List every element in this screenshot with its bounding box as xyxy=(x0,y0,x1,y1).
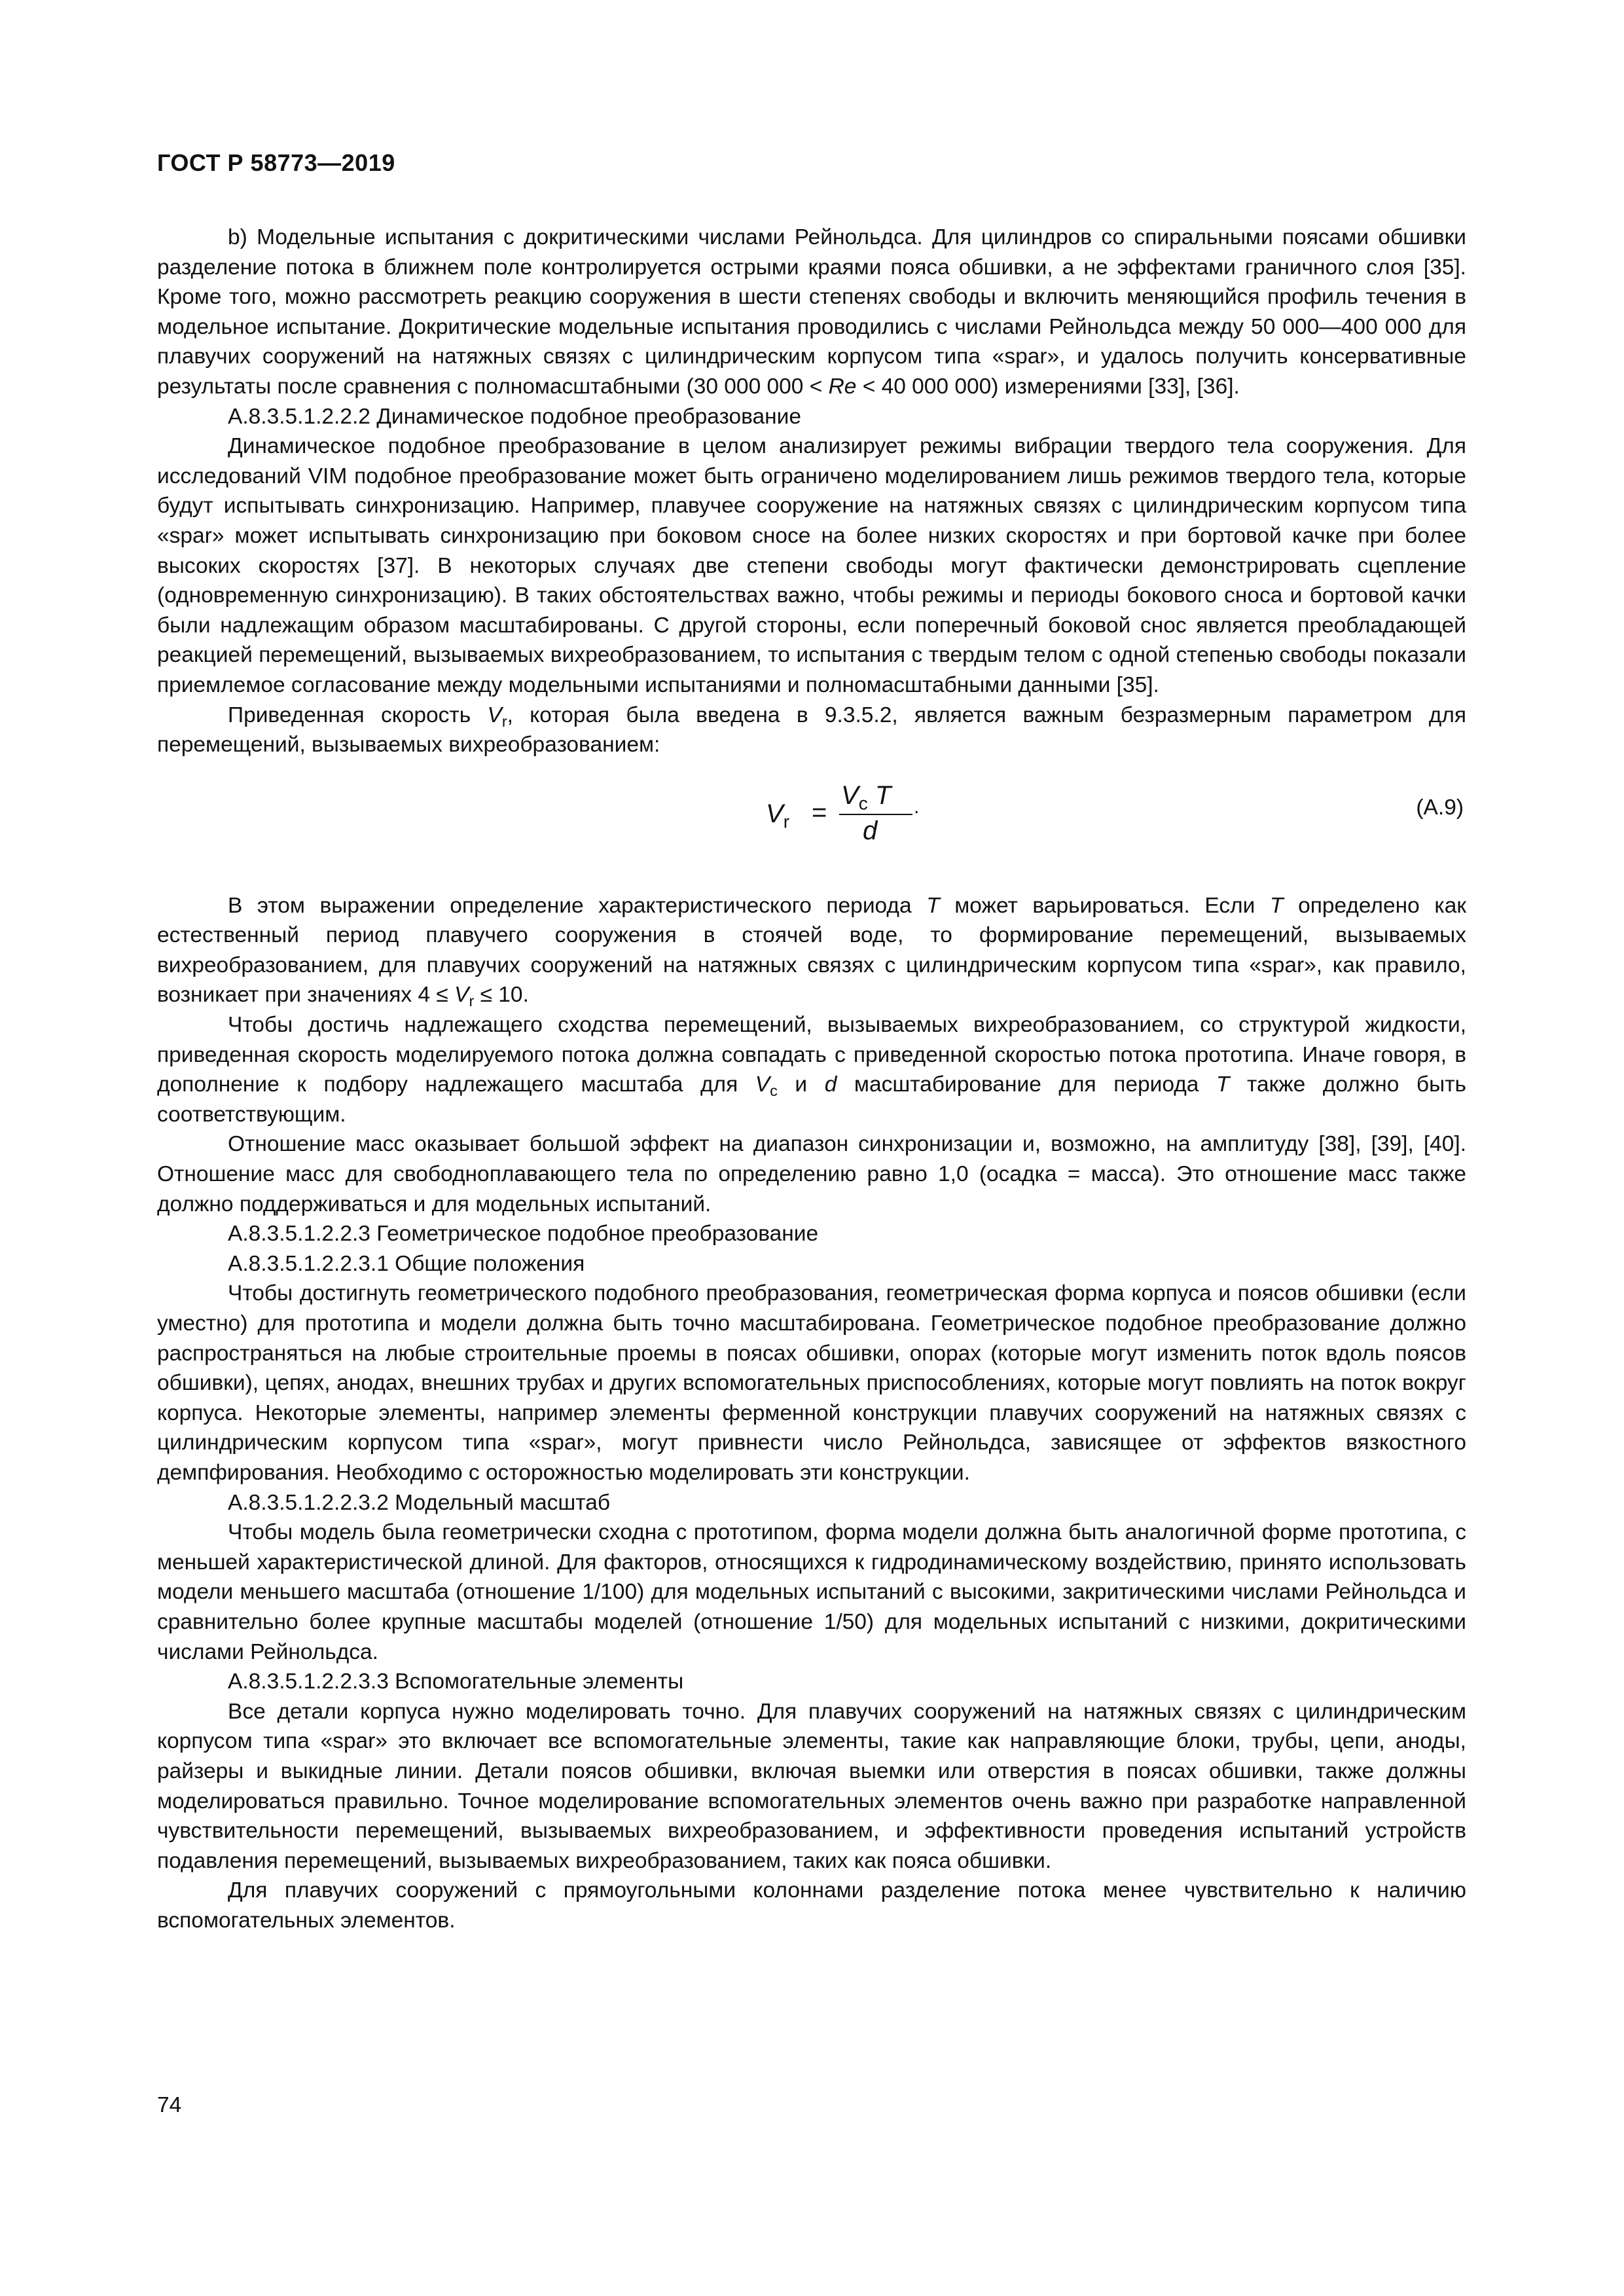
document-body xyxy=(157,223,1466,1935)
paragraph: Динамическое подобное преобразование в целом анализирует режимы вибрации твердого тела сооружения. Для исследований VIM подобное преобразование может быть ограничено моделированием лишь режимов твердого тела, которые будут испытывать синхронизацию. Например, плавучее сооружение на натяжных связях с цилиндрическим корпусом типа «spar» может испытывать синхронизацию при боковом сносе на более низких скоростях и при бортовой качке при более высоких скоростях [37]. В некоторых случаях две степени свободы могут фактически демонстрировать сцепление (одновременную синхронизацию). В таких обстоятельствах важно, чтобы режимы и периоды бокового сноса и бортовой качки были надлежащим образом масштабированы. С другой стороны, если поперечный боковой снос является преобладающей реакцией перемещений, вызываемых вихреобразованием, то испытания с твердым телом с одной степенью свободы показали приемлемое согласование между модельными испытаниями и полномасштабными данными [35]. xyxy=(157,434,1466,697)
fraction-bar xyxy=(839,814,912,815)
document-header: ГОСТ Р 58773—2019 xyxy=(157,149,395,176)
formula-block: $V_r$ = $V_c$ T d . (А.9) xyxy=(766,780,1464,845)
section-heading: А.8.3.5.1.2.2.3 Геометрическое подобное преобразование xyxy=(228,1222,819,1247)
paragraph: Для плавучих сооружений с прямоугольными колоннами разделение потока менее чувствительно к наличию вспомогательных элементов. xyxy=(157,1878,1466,1933)
paragraph: В этом выражении определение характеристического периода T может варьироваться. Если T определено как естественный период плавучего сооружения в стоячей воде, то формирование перемещений, вызываемых вихреобразованием, для плавучих сооружений на натяжных связях с цилиндрическим корпусом типа «spar», как правило, возникает при значениях $4 \le V_r \le 10$. xyxy=(157,893,1467,1010)
section-heading: А.8.3.5.1.2.2.3.2 Модельный масштаб xyxy=(228,1490,611,1515)
paragraph: Все детали корпуса нужно моделировать точно. Для плавучих сооружений на натяжных связях с цилиндрическим корпусом типа «spar» это включает все вспомогательные элементы, такие как направляющие блоки, трубы, цепи, аноды, райзеры и выкидные линии. Детали поясов обшивки, включая выемки или отверстия в поясах обшивки, также должны моделироваться правильно. Точное моделирование вспомогательных элементов очень важно при разработке направленной чувствительности перемещений, вызываемых вихреобразованием, и эффективности проведения испытаний устройств подавления перемещений, вызываемых вихреобразованием, таких как пояса обшивки. xyxy=(157,1699,1466,1873)
section-heading: А.8.3.5.1.2.2.3.3 Вспомогательные элементы xyxy=(228,1669,684,1694)
equation-number: (А.9) xyxy=(1416,795,1464,820)
page-number: 74 xyxy=(157,2093,182,2117)
paragraph: Чтобы достичь надлежащего сходства перемещений, вызываемых вихреобразованием, со структурой жидкости, приведенная скорость моделируемого потока должна совпадать с приведенной скоростью потока прототипа. Иначе говоря, в дополнение к подбору надлежащего масштаба для $V_c$ и d масштабирование для периода T также должно быть соответствующим. xyxy=(157,1013,1466,1127)
paragraph: Приведенная скорость $V_r$, которая была введена в 9.3.5.2, является важным безразмерным параметром для перемещений, вызываемых вихреобразованием: xyxy=(157,702,1467,757)
paragraph: Чтобы модель была геометрически сходна с прототипом, форма модели должна быть аналогичной форме прототипа, с меньшей характеристической длиной. Для факторов, относящихся к гидродинамическому воздействию, принято использовать модели меньшего масштаба (отношение 1/100) для модельных испытаний с высокими, закритическими числами Рейнольдса и сравнительно более крупные масштабы моделей (отношение 1/50) для модельных испытаний с низкими, докритическими числами Рейнольдса. xyxy=(157,1520,1466,1664)
section-heading: А.8.3.5.1.2.2.2 Динамическое подобное преобразование xyxy=(228,404,802,429)
paragraph: Отношение масс оказывает большой эффект на диапазон синхронизации и, возможно, на амплитуду [38], [39], [40]. Отношение масс для свободноплавающего тела по определению равно 1,0 (осадка = масса). Это отношение масс также должно поддерживаться и для модельных испытаний. xyxy=(157,1132,1466,1216)
section-heading: А.8.3.5.1.2.2.3.1 Общие положения xyxy=(228,1251,585,1276)
paragraph: Чтобы достигнуть геометрического подобного преобразования, геометрическая форма корпуса и поясов обшивки (если уместно) для прототипа и модели должна быть точно масштабирована. Геометрическое подобное преобразование должно распространяться на любые строительные проемы в поясах обшивки, опорах (которые могут изменить поток вдоль поясов обшивки), цепях, анодах, внешних трубах и других вспомогательных приспособлениях, которые могут повлиять на поток вокруг корпуса. Некоторые элементы, например элементы ферменной конструкции плавучих сооружений на натяжных связях с цилиндрическим корпусом типа «spar», могут привнести число Рейнольдса, зависящее от эффектов вязкостного демпфирования. Необходимо с осторожностью моделировать эти конструкции. xyxy=(157,1281,1466,1485)
paragraph: b) Модельные испытания с докритическими числами Рейнольдса. Для цилиндров со спиральными поясами обшивки разделение потока в ближнем поле контролируется острыми краями пояса обшивки, а не эффектами граничного слоя [35]. Кроме того, можно рассмотреть реакцию сооружения в шести степенях свободы и включить меняющийся профиль течения в модельное испытание. Докритические модельные испытания проводились с числами Рейнольдса между 50 000—400 000 для плавучих сооружений на натяжных связях с цилиндрическим корпусом типа «spar», и удалось получить консервативные результаты после сравнения с полномасштабными (30 000 000 < Re < 40 000 000) измерениями [33], [36]. xyxy=(157,225,1466,399)
